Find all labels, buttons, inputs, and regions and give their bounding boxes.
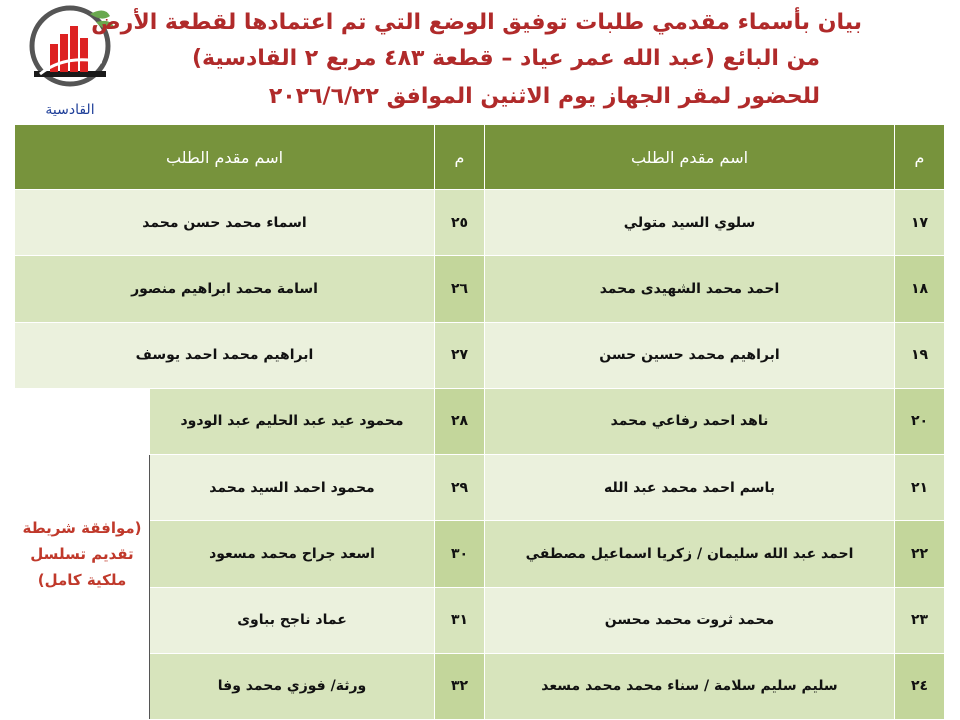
row-number: ١٧ [895,190,945,256]
row-number: ٢٧ [435,322,485,388]
row-number: ٢٤ [895,653,945,719]
applicant-name: ورثة/ فوزي محمد وفا [150,653,435,719]
header-name-2: اسم مقدم الطلب [15,125,435,190]
applicant-name: باسم احمد محمد عبد الله [485,455,895,521]
row-number: ٢٩ [435,455,485,521]
applicant-name: اسماء محمد حسن محمد [15,190,435,256]
approval-condition-note: (موافقة شريطة تقديم تسلسل ملكية كامل) [15,388,150,719]
table-row [15,653,945,719]
applicant-name: محمد ثروت محمد محسن [485,587,895,653]
title-line-3: للحضور لمقر الجهاز يوم الاثنين الموافق ٢٠٢٦/٦/٢٢ [268,84,820,109]
row-number: ٢٦ [435,256,485,322]
row-number: ٢٢ [895,521,945,587]
title-line-1: بيان بأسماء مقدمي طلبات توفيق الوضع التي تم اعتمادها لقطعة الأرض [91,10,862,35]
header-num-2: م [435,125,485,190]
applicant-name: ابراهيم محمد حسين حسن [485,322,895,388]
row-number: ٢٣ [895,587,945,653]
row-number: ١٨ [895,256,945,322]
table-row [15,521,945,587]
applicant-name: محمود احمد السيد محمد [150,455,435,521]
row-number: ٢٠ [895,388,945,454]
row-number: ٢٥ [435,190,485,256]
applicant-name: ناهد احمد رفاعي محمد [485,388,895,454]
table-row [15,322,945,388]
applicant-name: عماد ناجح بباوى [150,587,435,653]
table-row [15,388,945,454]
applicants-table [14,124,945,720]
applicant-name: محمود عيد عبد الحليم عبد الودود [150,388,435,454]
table-row [15,587,945,653]
applicant-name: سليم سليم سلامة / سناء محمد محمد مسعد [485,653,895,719]
header-num: م [895,125,945,190]
applicant-name: اسعد جراح محمد مسعود [150,521,435,587]
table-row [15,190,945,256]
applicant-name: اسامة محمد ابراهيم منصور [15,256,435,322]
row-number: ٣١ [435,587,485,653]
applicant-name: ابراهيم محمد احمد يوسف [15,322,435,388]
header [0,0,960,120]
applicant-name: احمد محمد الشهيدى محمد [485,256,895,322]
row-number: ٣٠ [435,521,485,587]
title-line-2: من البائع (عبد الله عمر عياد – قطعة ٤٨٣ مربع ٢ القادسية) [191,46,820,71]
row-number: ٣٢ [435,653,485,719]
table-row [15,455,945,521]
logo-caption: القادسية [45,102,95,118]
row-number: ١٩ [895,322,945,388]
header-name: اسم مقدم الطلب [485,125,895,190]
row-number: ٢٨ [435,388,485,454]
row-number: ٢١ [895,455,945,521]
applicant-name: احمد عبد الله سليمان / زكريا اسماعيل مصطفي [485,521,895,587]
table-row [15,256,945,322]
applicant-name: سلوي السيد متولي [485,190,895,256]
